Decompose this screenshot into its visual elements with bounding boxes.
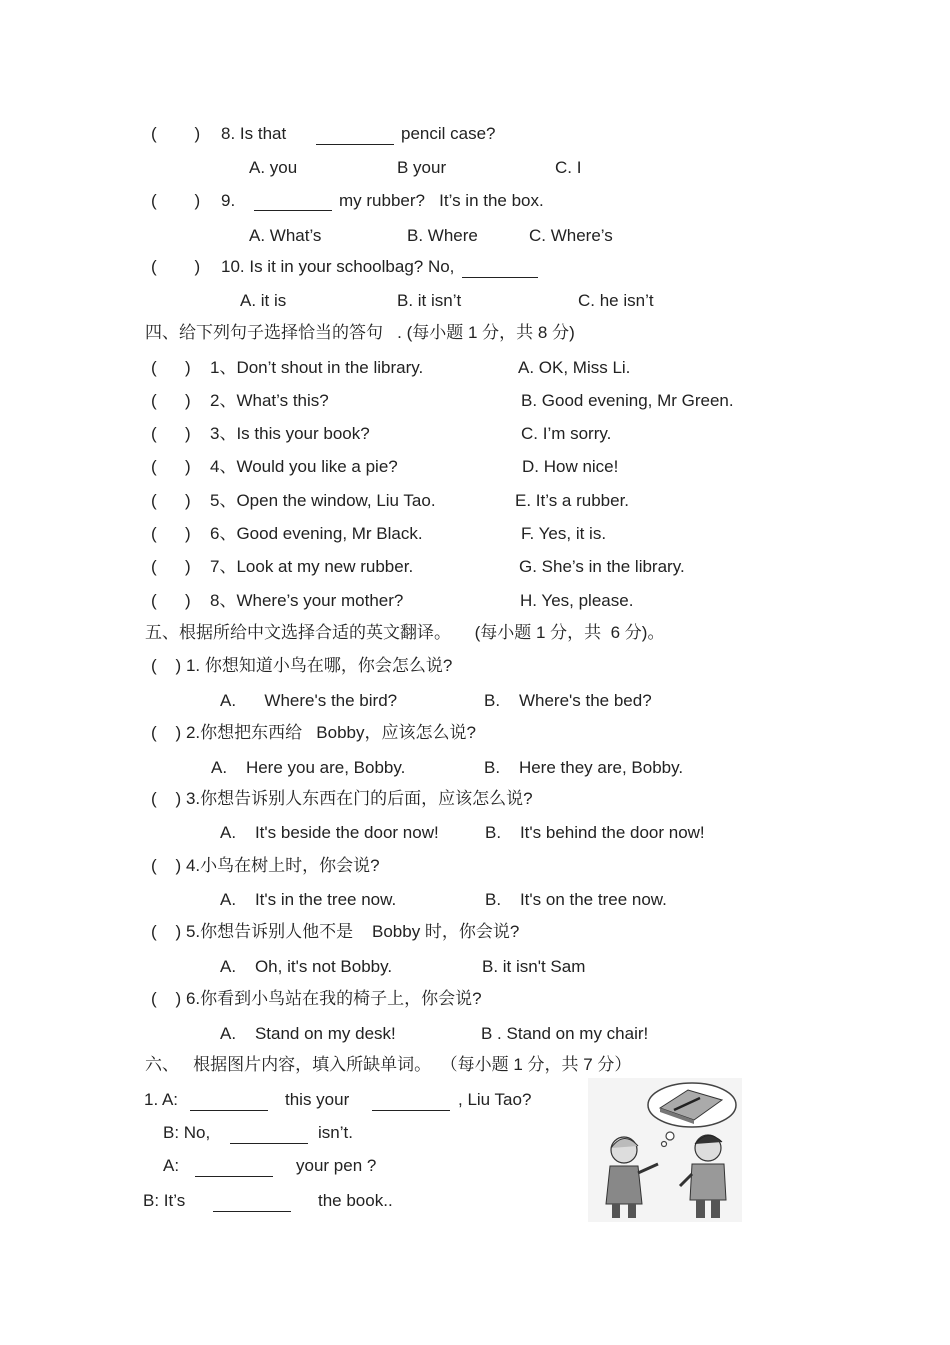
q10-option-b: B. it isn’t — [397, 291, 462, 310]
p4-q6-text: 6、Good evening, Mr Black. — [210, 524, 423, 543]
p6-line2-end: isn’t. — [318, 1123, 353, 1142]
p4-q3-paren: ( ) — [151, 424, 191, 443]
p5-q1: ( ) 1. 你想知道小鸟在哪，你会怎么说? — [151, 656, 453, 675]
p4-answer-h: H. Yes, please. — [520, 591, 634, 610]
p6-blank-4[interactable] — [195, 1162, 273, 1177]
p5-q2: ( ) 2.你想把东西给 Bobby，应该怎么说? — [151, 723, 476, 742]
q9-stem-after: my rubber? It’s in the box. — [339, 191, 544, 210]
part5-heading: 五、根据所给中文选择合适的英文翻译。 (每小题 1 分，共 6 分)。 — [145, 623, 665, 642]
q9-paren: ( ) — [151, 191, 201, 210]
p5-q3: ( ) 3.你想告诉别人东西在门的后面，应该怎么说? — [151, 789, 533, 808]
p4-q3-text: 3、Is this your book? — [210, 424, 370, 443]
p5-q5-option-b: B. it isn't Sam — [482, 957, 586, 976]
p4-answer-e: E. It’s a rubber. — [515, 491, 630, 510]
p4-q1-text: 1、Don’t shout in the library. — [210, 358, 424, 377]
p5-q5: ( ) 5.你想告诉别人他不是 Bobby 时，你会说? — [151, 922, 520, 941]
p6-line3-label: A: — [163, 1156, 180, 1175]
q8-option-a: A. you — [249, 158, 298, 177]
p5-q1-option-b: B. Where's the bed? — [484, 691, 652, 710]
p4-q1-paren: ( ) — [151, 358, 191, 377]
p5-q6-option-a: A. Stand on my desk! — [220, 1024, 396, 1043]
p6-line4-label: B: It’s — [143, 1191, 186, 1210]
p5-q3-option-a: A. It's beside the door now! — [220, 823, 439, 842]
q10-blank[interactable] — [462, 263, 538, 278]
p4-answer-d: D. How nice! — [522, 457, 619, 476]
q8-stem-after: pencil case? — [401, 124, 496, 143]
q8-option-b: B your — [397, 158, 447, 177]
q10-option-c: C. he isn’t — [578, 291, 654, 310]
p5-q6-option-b: B . Stand on my chair! — [481, 1024, 649, 1043]
p6-line1-mid: this your — [285, 1090, 350, 1109]
p6-blank-3[interactable] — [230, 1129, 308, 1144]
p6-line2-label: B: No, — [163, 1123, 211, 1142]
p4-q2-text: 2、What’s this? — [210, 391, 329, 410]
p4-q5-paren: ( ) — [151, 491, 191, 510]
q8-option-c: C. I — [555, 158, 582, 177]
part6-heading: 六、 根据图片内容，填入所缺单词。 （每小题 1 分，共 7 分） — [145, 1055, 632, 1074]
p6-blank-1[interactable] — [190, 1096, 268, 1111]
q9-option-a: A. What’s — [249, 226, 322, 245]
p4-answer-f: F. Yes, it is. — [521, 524, 607, 543]
q10-option-a: A. it is — [240, 291, 287, 310]
q10-paren: ( ) — [151, 257, 201, 276]
p5-q4-option-b: B. It's on the tree now. — [485, 890, 667, 909]
q9-blank[interactable] — [254, 196, 332, 211]
p6-blank-5[interactable] — [213, 1197, 291, 1212]
p4-answer-g: G. She’s in the library. — [519, 557, 685, 576]
p4-answer-b: B. Good evening, Mr Green. — [521, 391, 734, 410]
p5-q5-option-a: A. Oh, it's not Bobby. — [220, 957, 393, 976]
p5-q1-option-a: A. Where's the bird? — [220, 691, 398, 710]
p4-q4-text: 4、Would you like a pie? — [210, 457, 398, 476]
p4-q4-paren: ( ) — [151, 457, 191, 476]
p4-q6-paren: ( ) — [151, 524, 191, 543]
p4-q8-paren: ( ) — [151, 591, 191, 610]
p6-blank-2[interactable] — [372, 1096, 450, 1111]
p5-q2-option-b: B. Here they are, Bobby. — [484, 758, 684, 777]
q8-paren: ( ) — [151, 124, 201, 143]
p5-q6: ( ) 6.你看到小鸟站在我的椅子上，你会说? — [151, 989, 482, 1008]
p4-answer-a: A. OK, Miss Li. — [518, 358, 631, 377]
p4-q7-paren: ( ) — [151, 557, 191, 576]
p4-q7-text: 7、Look at my new rubber. — [210, 557, 414, 576]
p5-q4: ( ) 4.小鸟在树上时，你会说? — [151, 856, 380, 875]
p5-q2-option-a: A. Here you are, Bobby. — [211, 758, 406, 777]
p6-line1-label: 1. A: — [144, 1090, 179, 1109]
q8-blank[interactable] — [316, 130, 394, 145]
p5-q3-option-b: B. It's behind the door now! — [485, 823, 705, 842]
p4-q5-text: 5、Open the window, Liu Tao. — [210, 491, 436, 510]
q9-num: 9. — [221, 191, 236, 210]
p4-q8-text: 8、Where’s your mother? — [210, 591, 404, 610]
q9-option-b: B. Where — [407, 226, 478, 245]
p5-q4-option-a: A. It's in the tree now. — [220, 890, 397, 909]
kids-pen-book-illustration — [588, 1078, 742, 1222]
p6-line3-end: your pen ? — [296, 1156, 377, 1175]
q10-stem: 10. Is it in your schoolbag? No, — [221, 257, 455, 276]
p6-line1-end: , Liu Tao? — [458, 1090, 532, 1109]
p4-answer-c: C. I’m sorry. — [521, 424, 612, 443]
part4-heading: 四、给下列句子选择恰当的答句 . (每小题 1 分，共 8 分) — [145, 323, 575, 342]
p4-q2-paren: ( ) — [151, 391, 191, 410]
p6-line4-end: the book.. — [318, 1191, 393, 1210]
q8-stem: 8. Is that — [221, 124, 287, 143]
q9-option-c: C. Where’s — [529, 226, 613, 245]
